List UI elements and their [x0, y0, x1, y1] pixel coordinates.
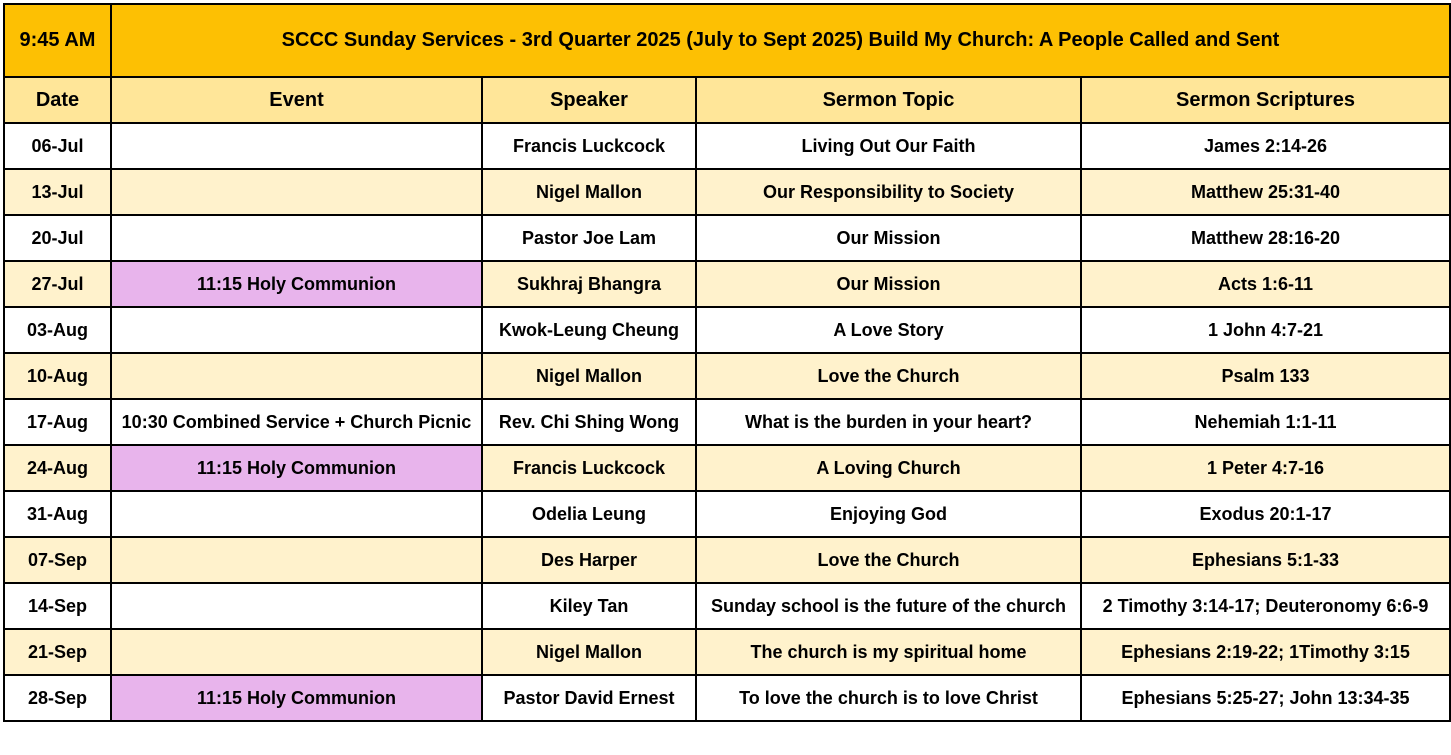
title-row — [4, 4, 1450, 77]
speaker-cell: Pastor Joe Lam — [482, 215, 696, 261]
table-row — [4, 583, 1450, 629]
speaker-cell: Rev. Chi Shing Wong — [482, 399, 696, 445]
column-header-sermon-scriptures: Sermon Scriptures — [1081, 77, 1450, 123]
date-cell: 31-Aug — [4, 491, 111, 537]
date-cell: 13-Jul — [4, 169, 111, 215]
table-row — [4, 675, 1450, 721]
sermon-topic-cell: Living Out Our Faith — [696, 123, 1081, 169]
sermon-topic-cell: Our Responsibility to Society — [696, 169, 1081, 215]
table-row — [4, 123, 1450, 169]
sermon-scriptures-cell: 1 John 4:7-21 — [1081, 307, 1450, 353]
sermon-scriptures-cell: Matthew 25:31-40 — [1081, 169, 1450, 215]
date-cell: 20-Jul — [4, 215, 111, 261]
event-cell — [111, 353, 482, 399]
event-cell — [111, 307, 482, 353]
sermon-scriptures-cell: James 2:14-26 — [1081, 123, 1450, 169]
speaker-cell: Des Harper — [482, 537, 696, 583]
speaker-cell: Kiley Tan — [482, 583, 696, 629]
sermon-topic-cell: What is the burden in your heart? — [696, 399, 1081, 445]
sermon-topic-cell: Love the Church — [696, 353, 1081, 399]
sermon-topic-cell: Enjoying God — [696, 491, 1081, 537]
sermon-scriptures-cell: Matthew 28:16-20 — [1081, 215, 1450, 261]
table-row — [4, 215, 1450, 261]
event-cell — [111, 123, 482, 169]
sermon-scriptures-cell: Psalm 133 — [1081, 353, 1450, 399]
sermon-scriptures-cell: Ephesians 5:25-27; John 13:34-35 — [1081, 675, 1450, 721]
date-cell: 17-Aug — [4, 399, 111, 445]
sermon-topic-cell: To love the church is to love Christ — [696, 675, 1081, 721]
table-row — [4, 537, 1450, 583]
table-row — [4, 169, 1450, 215]
service-time: 9:45 AM — [4, 4, 111, 77]
sermon-scriptures-cell: 1 Peter 4:7-16 — [1081, 445, 1450, 491]
schedule-title: SCCC Sunday Services - 3rd Quarter 2025 (July to Sept 2025) Build My Church: A People Called and Sent — [111, 4, 1450, 77]
date-cell: 27-Jul — [4, 261, 111, 307]
date-cell: 14-Sep — [4, 583, 111, 629]
sermon-topic-cell: A Loving Church — [696, 445, 1081, 491]
column-header-date: Date — [4, 77, 111, 123]
event-cell: 11:15 Holy Communion — [111, 445, 482, 491]
sermon-topic-cell: The church is my spiritual home — [696, 629, 1081, 675]
sermon-scriptures-cell: Ephesians 2:19-22; 1Timothy 3:15 — [1081, 629, 1450, 675]
sermon-scriptures-cell: 2 Timothy 3:14-17; Deuteronomy 6:6-9 — [1081, 583, 1450, 629]
event-cell: 10:30 Combined Service + Church Picnic — [111, 399, 482, 445]
event-cell — [111, 215, 482, 261]
sermon-topic-cell: A Love Story — [696, 307, 1081, 353]
speaker-cell: Odelia Leung — [482, 491, 696, 537]
sermon-topic-cell: Love the Church — [696, 537, 1081, 583]
speaker-cell: Nigel Mallon — [482, 169, 696, 215]
table-row — [4, 629, 1450, 675]
date-cell: 03-Aug — [4, 307, 111, 353]
sermon-scriptures-cell: Acts 1:6-11 — [1081, 261, 1450, 307]
speaker-cell: Nigel Mallon — [482, 629, 696, 675]
table-row — [4, 307, 1450, 353]
date-cell: 21-Sep — [4, 629, 111, 675]
column-header-sermon-topic: Sermon Topic — [696, 77, 1081, 123]
sermon-scriptures-cell: Exodus 20:1-17 — [1081, 491, 1450, 537]
sermon-topic-cell: Our Mission — [696, 215, 1081, 261]
services-schedule-table — [3, 3, 1451, 722]
date-cell: 28-Sep — [4, 675, 111, 721]
date-cell: 06-Jul — [4, 123, 111, 169]
date-cell: 07-Sep — [4, 537, 111, 583]
event-cell: 11:15 Holy Communion — [111, 261, 482, 307]
header-row — [4, 77, 1450, 123]
date-cell: 24-Aug — [4, 445, 111, 491]
sermon-topic-cell: Our Mission — [696, 261, 1081, 307]
event-cell — [111, 491, 482, 537]
event-cell: 11:15 Holy Communion — [111, 675, 482, 721]
speaker-cell: Kwok-Leung Cheung — [482, 307, 696, 353]
event-cell — [111, 629, 482, 675]
table-row — [4, 261, 1450, 307]
table-row — [4, 445, 1450, 491]
event-cell — [111, 583, 482, 629]
sermon-topic-cell: Sunday school is the future of the church — [696, 583, 1081, 629]
event-cell — [111, 537, 482, 583]
speaker-cell: Sukhraj Bhangra — [482, 261, 696, 307]
sermon-scriptures-cell: Ephesians 5:1-33 — [1081, 537, 1450, 583]
table-row — [4, 399, 1450, 445]
table-row — [4, 353, 1450, 399]
column-header-speaker: Speaker — [482, 77, 696, 123]
speaker-cell: Nigel Mallon — [482, 353, 696, 399]
sermon-scriptures-cell: Nehemiah 1:1-11 — [1081, 399, 1450, 445]
date-cell: 10-Aug — [4, 353, 111, 399]
table-row — [4, 491, 1450, 537]
event-cell — [111, 169, 482, 215]
speaker-cell: Francis Luckcock — [482, 123, 696, 169]
speaker-cell: Francis Luckcock — [482, 445, 696, 491]
speaker-cell: Pastor David Ernest — [482, 675, 696, 721]
column-header-event: Event — [111, 77, 482, 123]
